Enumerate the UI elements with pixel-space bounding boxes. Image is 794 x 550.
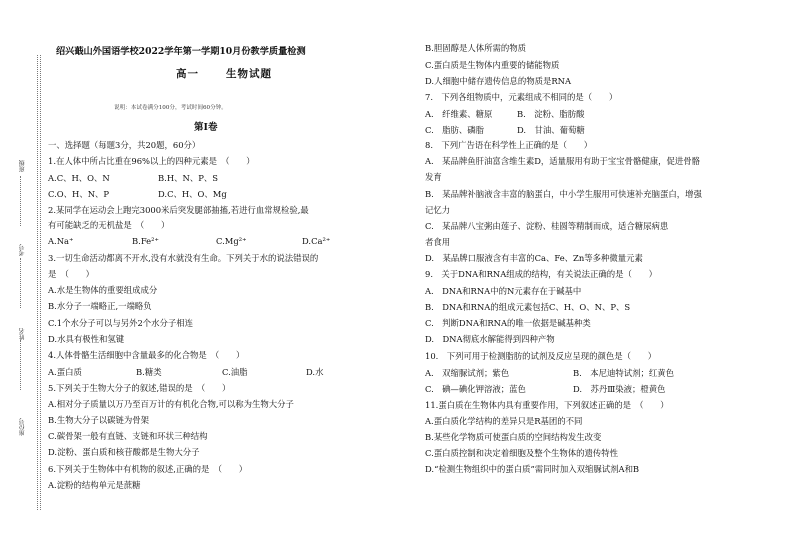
q7-option-b: B. 淀粉、脂肪酸 xyxy=(517,109,585,119)
q10-option-d: D. 苏丹Ⅲ染液；橙黄色 xyxy=(573,384,666,394)
blank-name[interactable] xyxy=(20,340,21,390)
q4-option-c: C.油脂 xyxy=(222,367,248,377)
school-title: 绍兴蕺山外国语学校2022学年第一学期10月份教学质量检测 xyxy=(56,46,306,57)
q11-option-a: A.蛋白质化学结构的差异只是R基团的不同 xyxy=(425,416,583,426)
q8-option-c-line-2: 者食用 xyxy=(425,237,451,247)
question-9: 9. 关于DNA和RNA组成的结构，有关说法正确的是（ ） xyxy=(425,269,658,279)
q5-option-d: D.淀粉、蛋白质和核苷酸都是生物大分子 xyxy=(48,447,200,457)
q3-option-c: C.1个水分子可以与另外2个水分子相连 xyxy=(48,318,194,328)
q7-option-a: A. 纤维素、糖原 xyxy=(425,109,493,119)
q5-option-c: C.碳骨架一般有直链、支链和环状三种结构 xyxy=(48,431,208,441)
exam-no-label: 考号 xyxy=(19,244,26,256)
question-3-line-1: 3.一切生命活动都离不开水,没有水就没有生命。下列关于水的说法错误的 xyxy=(48,253,319,263)
q2-option-a: A.Na⁺ xyxy=(48,236,74,246)
question-11: 11.蛋白质在生物体内具有重要作用，下列叙述正确的是 （ ） xyxy=(425,400,669,410)
q7-option-c: C. 脂肪、磷脂 xyxy=(425,125,485,135)
q6-option-b: B.胆固醇是人体所需的物质 xyxy=(425,43,526,53)
volume-title: 第Ⅰ卷 xyxy=(194,122,218,133)
q1-option-a: A.C、H、O、N xyxy=(48,173,110,183)
q10-option-b: B. 本尼迪特试剂；红黄色 xyxy=(573,368,674,378)
q5-option-a: A.相对分子质量以万乃至百万计的有机化合物,可以称为生物大分子 xyxy=(48,399,294,409)
q2-option-b: B.Fe²⁺ xyxy=(132,236,159,246)
question-6: 6.下列关于生物体中有机物的叙述,正确的是 （ ） xyxy=(48,464,248,474)
q8-option-a-line-2: 发育 xyxy=(425,172,442,182)
q8-option-b-line-1: B. 某品牌补脑液含丰富的脑蛋白，中小学生服用可快速补充脑蛋白，增强 xyxy=(425,189,702,199)
question-3-line-2: 是 （ ） xyxy=(48,269,95,279)
question-2-line-2: 有可能缺乏的无机盐是 （ ） xyxy=(48,220,170,230)
q1-option-b: B.H、N、P、S xyxy=(158,173,218,183)
q2-option-c: C.Mg²⁺ xyxy=(216,236,247,246)
q3-option-a: A.水是生物体的重要组成成分 xyxy=(48,285,158,295)
q8-option-d: D. 某品牌口服液含有丰富的Ca、Fe、Zn等多种微量元素 xyxy=(425,253,643,263)
question-1: 1.在人体中所占比重在96%以上的四种元素是 （ ） xyxy=(48,156,255,166)
question-5: 5.下列关于生物大分子的叙述,错误的是 （ ） xyxy=(48,383,231,393)
q1-option-d: D.C、H、O、Mg xyxy=(158,189,227,199)
question-7: 7. 下列各组物质中，元素组成不相同的是（ ） xyxy=(425,92,618,102)
q9-option-b: B. DNA和RNA的组成元素包括C、H、O、N、P、S xyxy=(425,302,631,312)
q6-option-a: A.淀粉的结构单元是蔗糖 xyxy=(48,480,141,490)
blank-class[interactable] xyxy=(20,176,21,226)
subject-title: 生物试题 xyxy=(226,68,272,80)
question-4: 4.人体骨骼生活细胞中含量最多的化合物是 （ ） xyxy=(48,350,245,360)
section-heading: 一、选择题（每题3分，共20题，60分） xyxy=(48,140,201,150)
q6-option-d: D.人细胞中储存遗传信息的物质是RNA xyxy=(425,76,572,86)
question-10: 10. 下列可用于检测脂肪的试剂及反应呈现的颜色是（ ） xyxy=(425,351,657,361)
q3-option-d: D.水具有极性和氢键 xyxy=(48,334,125,344)
question-8: 8. 下列广告语在科学性上正确的是（ ） xyxy=(425,140,593,150)
q11-option-c: C.蛋白质控制和决定着细胞及整个生物体的遗传特性 xyxy=(425,448,619,458)
binding-line-outer xyxy=(37,55,38,510)
q11-option-d: D.“检测生物组织中的蛋白质”需同时加入双缩脲试剂A和B xyxy=(425,464,640,474)
q2-option-d: D.Ca²⁺ xyxy=(302,236,331,246)
q8-option-a-line-1: A. 某品牌鱼肝油富含维生素D，适量服用有助于宝宝骨骼健康，促进骨骼 xyxy=(425,156,701,166)
q10-option-a: A. 双缩脲试剂；紫色 xyxy=(425,368,510,378)
q9-option-a: A. DNA和RNA中的N元素存在于碱基中 xyxy=(425,286,582,296)
q6-option-c: C.蛋白质是生物体内重要的储能物质 xyxy=(425,60,560,70)
binding-line-inner xyxy=(40,55,41,510)
q4-option-b: B.糖类 xyxy=(136,367,162,377)
seat-label: 座位号 xyxy=(19,418,26,436)
q1-option-c: C.O、H、N、P xyxy=(48,189,110,199)
q8-option-b-line-2: 记忆力 xyxy=(425,205,451,215)
q4-option-d: D.水 xyxy=(306,367,324,377)
grade-label: 高一 xyxy=(176,68,199,80)
name-label: 姓名 xyxy=(19,328,26,340)
q10-option-c: C. 碘—碘化钾溶液；蓝色 xyxy=(425,384,526,394)
question-2-line-1: 2.某同学在运动会上跑完3000米后突发腿部抽搐,若进行血常规检验,最 xyxy=(48,205,309,215)
class-label: 班级 xyxy=(19,160,26,172)
q3-option-b: B.水分子一端略正,一端略负 xyxy=(48,301,152,311)
q4-option-a: A.蛋白质 xyxy=(48,367,82,377)
q5-option-b: B.生物大分子以碳链为骨架 xyxy=(48,415,149,425)
q7-option-d: D. 甘油、葡萄糖 xyxy=(517,125,585,135)
q9-option-d: D. DNA彻底水解能得到四种产物 xyxy=(425,334,555,344)
exam-note: 说明：本试卷满分100分，考试时间60分钟。 xyxy=(114,105,227,111)
q9-option-c: C. 判断DNA和RNA的唯一依据是碱基种类 xyxy=(425,318,591,328)
q8-option-c-line-1: C. 某品牌八宝粥由莲子、淀粉、桂圆等精制而成，适合糖尿病患 xyxy=(425,221,669,231)
blank-exam-no[interactable] xyxy=(20,258,21,308)
q11-option-b: B.某些化学物质可使蛋白质的空间结构发生改变 xyxy=(425,432,602,442)
